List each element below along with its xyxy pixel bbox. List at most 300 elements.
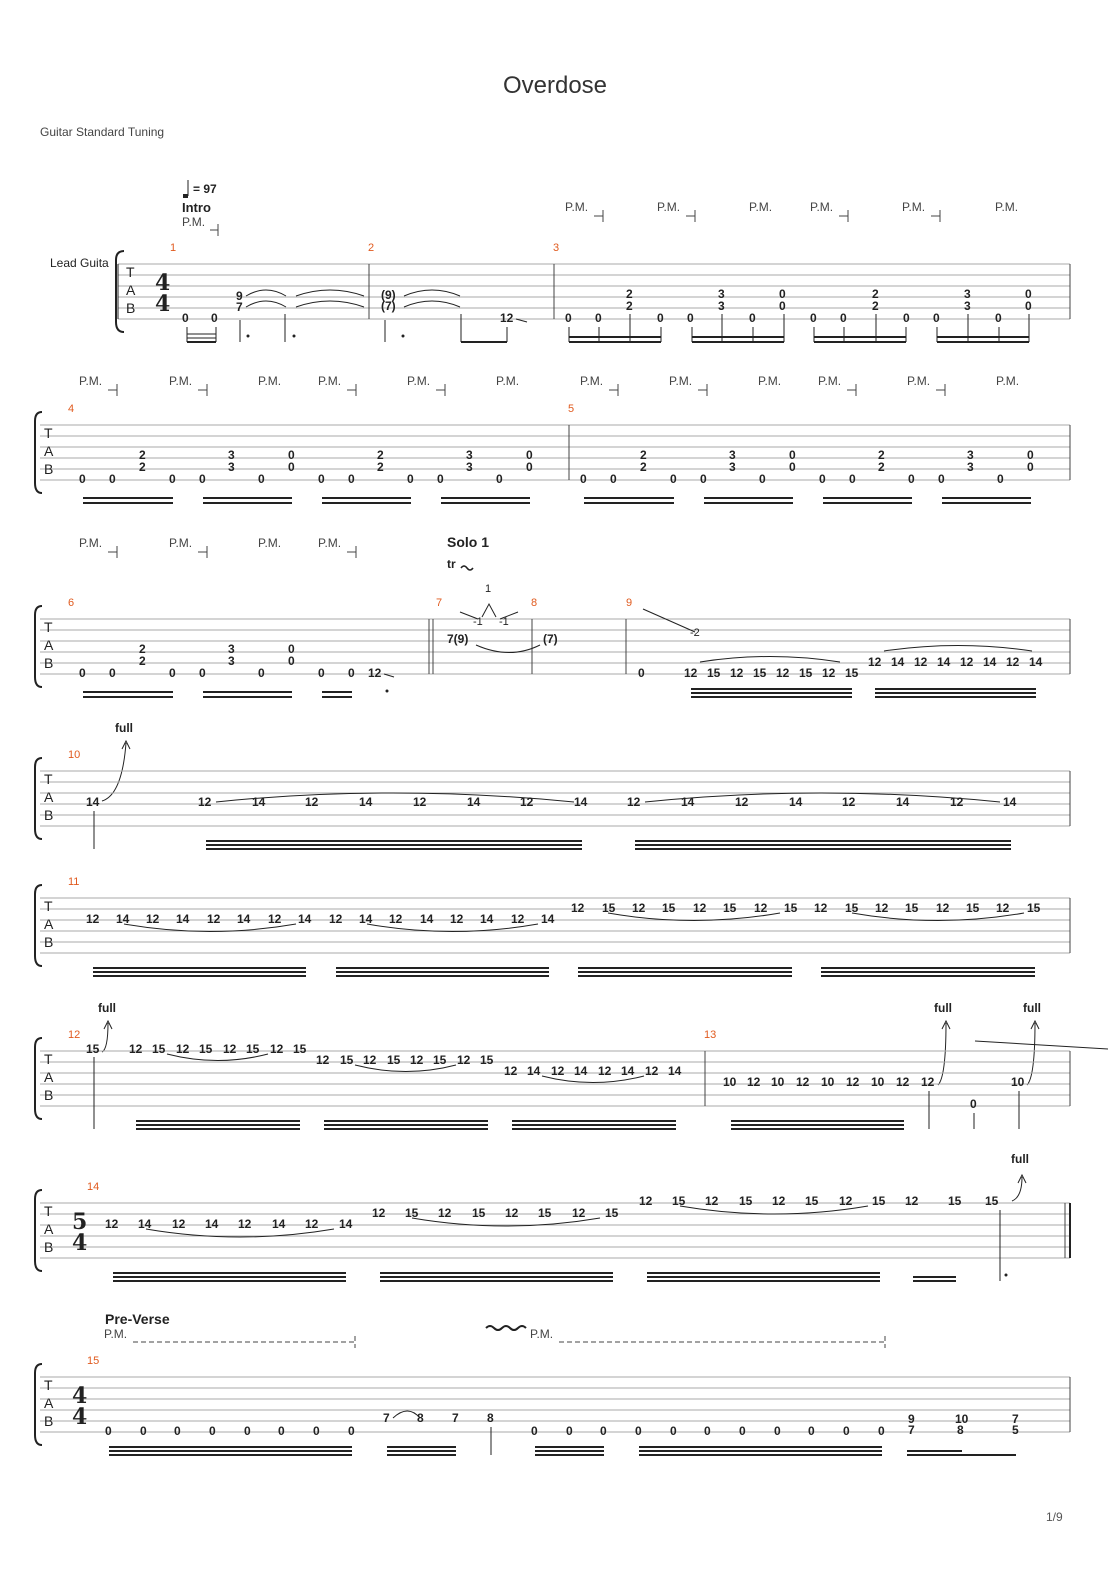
svg-text:7: 7 (1012, 1412, 1019, 1426)
svg-text:0: 0 (774, 1424, 781, 1438)
svg-text:14: 14 (574, 795, 588, 809)
svg-text:2: 2 (626, 299, 633, 313)
svg-text:0: 0 (687, 311, 694, 325)
svg-text:0: 0 (79, 472, 86, 486)
svg-text:9: 9 (626, 597, 633, 609)
svg-text:B: B (44, 655, 54, 671)
svg-text:12: 12 (505, 1206, 519, 1220)
svg-text:4: 4 (68, 403, 75, 415)
svg-text:0: 0 (933, 311, 940, 325)
svg-text:12: 12 (457, 1053, 471, 1067)
svg-text:0: 0 (174, 1424, 181, 1438)
svg-text:2: 2 (872, 299, 879, 313)
svg-text:A: A (44, 916, 54, 932)
svg-text:T: T (44, 1051, 53, 1067)
svg-text:12: 12 (270, 1042, 284, 1056)
pm-row-1 (565, 200, 1018, 222)
svg-text:12: 12 (238, 1217, 252, 1231)
svg-text:12: 12 (316, 1053, 330, 1067)
svg-text:P.M.: P.M. (565, 200, 589, 214)
svg-text:15: 15 (753, 666, 767, 680)
pm-label: P.M. (182, 215, 206, 229)
svg-text:2: 2 (640, 460, 647, 474)
system-8 (35, 1311, 1070, 1455)
svg-text:P.M.: P.M. (818, 374, 842, 388)
svg-text:12: 12 (68, 1029, 81, 1041)
svg-text:5: 5 (1012, 1423, 1019, 1437)
svg-text:10: 10 (68, 749, 81, 761)
notes-m9 (638, 655, 1043, 680)
svg-text:0: 0 (819, 472, 826, 486)
svg-text:12: 12 (305, 795, 319, 809)
svg-text:0: 0 (199, 472, 206, 486)
svg-text:P.M.: P.M. (758, 374, 782, 388)
svg-text:14: 14 (621, 1064, 635, 1078)
system-6 (35, 1001, 1108, 1129)
svg-text:15: 15 (845, 666, 859, 680)
svg-text:0: 0 (759, 472, 766, 486)
svg-text:0: 0 (211, 311, 218, 325)
time-sig-num: 4 (155, 270, 171, 296)
svg-text:0: 0 (288, 654, 295, 668)
svg-text:2: 2 (872, 287, 879, 301)
svg-text:14: 14 (359, 795, 373, 809)
svg-text:3: 3 (967, 460, 974, 474)
svg-text:8: 8 (531, 597, 538, 609)
svg-text:P.M.: P.M. (657, 200, 681, 214)
svg-text:T: T (44, 771, 53, 787)
svg-text:0: 0 (318, 472, 325, 486)
svg-text:10: 10 (1011, 1075, 1025, 1089)
svg-text:0: 0 (670, 472, 677, 486)
svg-text:12: 12 (684, 666, 698, 680)
svg-text:15: 15 (784, 901, 798, 915)
svg-text:0: 0 (1027, 460, 1034, 474)
svg-text:15: 15 (538, 1206, 552, 1220)
svg-text:14: 14 (116, 912, 130, 926)
svg-text:(7): (7) (543, 632, 558, 646)
svg-text:12: 12 (822, 666, 836, 680)
svg-text:4: 4 (72, 1383, 88, 1409)
svg-text:14: 14 (138, 1217, 152, 1231)
svg-text:0: 0 (1027, 448, 1034, 462)
svg-text:15: 15 (152, 1042, 166, 1056)
svg-text:12: 12 (914, 655, 928, 669)
svg-text:14: 14 (891, 655, 905, 669)
svg-text:14: 14 (237, 912, 251, 926)
svg-text:8: 8 (957, 1423, 964, 1437)
svg-text:14: 14 (339, 1217, 353, 1231)
svg-text:12: 12 (996, 901, 1010, 915)
system-bracket (116, 251, 124, 332)
svg-text:12: 12 (176, 1042, 190, 1056)
svg-text:12: 12 (735, 795, 749, 809)
svg-text:0: 0 (970, 1097, 977, 1111)
svg-text:T: T (44, 425, 53, 441)
svg-text:15: 15 (662, 901, 676, 915)
svg-text:7(9): 7(9) (447, 632, 469, 646)
svg-text:0: 0 (739, 1424, 746, 1438)
svg-text:A: A (44, 1395, 54, 1411)
notes-m11 (86, 901, 1041, 926)
svg-text:15: 15 (293, 1042, 307, 1056)
svg-text:12: 12 (730, 666, 744, 680)
svg-text:2: 2 (377, 448, 384, 462)
svg-text:A: A (44, 443, 54, 459)
svg-text:T: T (44, 898, 53, 914)
pm-row-2 (79, 374, 1019, 396)
svg-text:P.M.: P.M. (79, 536, 103, 550)
svg-text:0: 0 (565, 311, 572, 325)
svg-text:15: 15 (707, 666, 721, 680)
svg-text:B: B (44, 807, 54, 823)
svg-text:12: 12 (372, 1206, 386, 1220)
svg-text:2: 2 (878, 448, 885, 462)
svg-text:A: A (44, 789, 54, 805)
svg-text:12: 12 (936, 901, 950, 915)
svg-text:12: 12 (129, 1042, 143, 1056)
svg-text:3: 3 (466, 448, 473, 462)
svg-text:15: 15 (872, 1194, 886, 1208)
svg-text:12: 12 (632, 901, 646, 915)
svg-text:12: 12 (645, 1064, 659, 1078)
section-intro: Intro (182, 200, 211, 215)
svg-text:15: 15 (405, 1206, 419, 1220)
svg-text:0: 0 (496, 472, 503, 486)
svg-text:12: 12 (627, 795, 641, 809)
svg-text:0: 0 (531, 1424, 538, 1438)
svg-text:12: 12 (754, 901, 768, 915)
svg-text:A: A (44, 1069, 54, 1085)
svg-text:0: 0 (789, 460, 796, 474)
svg-text:P.M.: P.M. (79, 374, 103, 388)
svg-text:12: 12 (450, 912, 464, 926)
svg-text:14: 14 (541, 912, 555, 926)
svg-text:6: 6 (68, 597, 75, 609)
svg-text:0: 0 (288, 642, 295, 656)
svg-text:14: 14 (983, 655, 997, 669)
svg-text:-1: -1 (499, 616, 509, 628)
song-title: Overdose (502, 72, 608, 99)
svg-text:15: 15 (1027, 901, 1041, 915)
svg-text:12: 12 (846, 1075, 860, 1089)
svg-text:P.M.: P.M. (530, 1327, 554, 1341)
svg-text:0: 0 (610, 472, 617, 486)
svg-text:14: 14 (359, 912, 373, 926)
svg-text:10: 10 (771, 1075, 785, 1089)
svg-text:P.M.: P.M. (407, 374, 431, 388)
system-5 (35, 876, 1070, 976)
svg-text:14: 14 (252, 795, 266, 809)
svg-text:0: 0 (437, 472, 444, 486)
svg-text:0: 0 (849, 472, 856, 486)
svg-text:10: 10 (821, 1075, 835, 1089)
svg-text:0: 0 (79, 666, 86, 680)
svg-text:P.M.: P.M. (169, 536, 193, 550)
notes-m1 (182, 289, 243, 325)
svg-text:12: 12 (329, 912, 343, 926)
svg-text:15: 15 (199, 1042, 213, 1056)
svg-text:P.M.: P.M. (996, 374, 1020, 388)
svg-text:-2: -2 (690, 627, 700, 639)
svg-text:B: B (44, 461, 54, 477)
svg-text:12: 12 (438, 1206, 452, 1220)
svg-text:15: 15 (86, 1042, 100, 1056)
svg-text:15: 15 (985, 1194, 999, 1208)
svg-text:P.M.: P.M. (810, 200, 834, 214)
svg-text:14: 14 (681, 795, 695, 809)
svg-text:15: 15 (723, 901, 737, 915)
svg-text:B: B (44, 1239, 54, 1255)
svg-text:15: 15 (433, 1053, 447, 1067)
time-sig-num: 5 (72, 1209, 88, 1235)
svg-text:3: 3 (964, 287, 971, 301)
tempo-mark: = 97 (193, 182, 217, 196)
svg-text:15: 15 (739, 1194, 753, 1208)
svg-text:0: 0 (258, 666, 265, 680)
section-solo: Solo 1 (447, 534, 490, 550)
svg-text:0: 0 (810, 311, 817, 325)
svg-text:0: 0 (595, 311, 602, 325)
svg-text:0: 0 (938, 472, 945, 486)
svg-text:12: 12 (598, 1064, 612, 1078)
svg-text:0: 0 (779, 299, 786, 313)
svg-text:0: 0 (209, 1424, 216, 1438)
svg-text:12: 12 (796, 1075, 810, 1089)
svg-text:full: full (98, 1001, 116, 1015)
trill-mark: tr (447, 557, 456, 571)
svg-text:P.M.: P.M. (902, 200, 926, 214)
svg-text:15: 15 (480, 1053, 494, 1067)
svg-text:14: 14 (937, 655, 951, 669)
svg-text:T: T (44, 1203, 53, 1219)
notes-m10 (86, 795, 1017, 809)
svg-text:12: 12 (504, 1064, 518, 1078)
svg-text:12: 12 (571, 901, 585, 915)
svg-text:T: T (44, 619, 53, 635)
svg-text:3: 3 (228, 460, 235, 474)
svg-text:0: 0 (566, 1424, 573, 1438)
svg-text:9: 9 (236, 289, 243, 303)
track-name: Lead Guita (50, 256, 109, 270)
svg-text:P.M.: P.M. (669, 374, 693, 388)
svg-text:3: 3 (228, 654, 235, 668)
time-sig-den: 4 (155, 291, 171, 317)
svg-text:15: 15 (672, 1194, 686, 1208)
svg-text:2: 2 (139, 642, 146, 656)
svg-text:0: 0 (843, 1424, 850, 1438)
svg-text:12: 12 (389, 912, 403, 926)
svg-text:14: 14 (205, 1217, 219, 1231)
system-4 (35, 721, 1070, 849)
svg-text:0: 0 (140, 1424, 147, 1438)
tab-clef-b: B (126, 300, 136, 316)
svg-text:2: 2 (139, 654, 146, 668)
svg-text:12: 12 (207, 912, 221, 926)
svg-text:2: 2 (377, 460, 384, 474)
svg-text:14: 14 (1003, 795, 1017, 809)
svg-text:0: 0 (526, 460, 533, 474)
svg-text:12: 12 (105, 1217, 119, 1231)
svg-text:10: 10 (955, 1412, 969, 1426)
svg-text:12: 12 (551, 1064, 565, 1078)
system-1 (50, 180, 1070, 342)
svg-text:15: 15 (472, 1206, 486, 1220)
measure-number: 1 (170, 242, 177, 254)
svg-text:0: 0 (670, 1424, 677, 1438)
svg-text:13: 13 (704, 1029, 717, 1041)
svg-text:-1: -1 (473, 616, 483, 628)
svg-text:P.M.: P.M. (907, 374, 931, 388)
svg-text:12: 12 (693, 901, 707, 915)
svg-text:full: full (1011, 1152, 1029, 1166)
notes-m15 (105, 1411, 1019, 1438)
svg-text:14: 14 (1029, 655, 1043, 669)
svg-text:2: 2 (878, 460, 885, 474)
svg-text:7: 7 (383, 1411, 390, 1425)
svg-text:0: 0 (657, 311, 664, 325)
svg-text:0: 0 (278, 1424, 285, 1438)
svg-text:12: 12 (842, 795, 856, 809)
bend-full: full (115, 721, 133, 735)
svg-text:10: 10 (871, 1075, 885, 1089)
svg-text:15: 15 (387, 1053, 401, 1067)
svg-text:0: 0 (700, 472, 707, 486)
svg-text:0: 0 (903, 311, 910, 325)
svg-text:11: 11 (68, 876, 80, 888)
svg-text:P.M.: P.M. (169, 374, 193, 388)
svg-text:12: 12 (747, 1075, 761, 1089)
svg-text:0: 0 (258, 472, 265, 486)
svg-text:0: 0 (1025, 287, 1032, 301)
svg-text:3: 3 (718, 299, 725, 313)
svg-text:P.M.: P.M. (318, 536, 342, 550)
svg-text:8: 8 (417, 1411, 424, 1425)
svg-text:12: 12 (1006, 655, 1020, 669)
beams-m3 (569, 314, 1029, 342)
svg-text:0: 0 (600, 1424, 607, 1438)
svg-text:12: 12 (572, 1206, 586, 1220)
svg-text:P.M.: P.M. (318, 374, 342, 388)
svg-text:5: 5 (568, 403, 575, 415)
svg-text:P.M.: P.M. (995, 200, 1019, 214)
svg-text:3: 3 (967, 448, 974, 462)
svg-text:9: 9 (908, 1412, 915, 1426)
svg-text:2: 2 (139, 448, 146, 462)
svg-text:3: 3 (466, 460, 473, 474)
svg-text:A: A (44, 1221, 54, 1237)
svg-text:0: 0 (288, 448, 295, 462)
svg-text:B: B (44, 934, 54, 950)
svg-text:14: 14 (420, 912, 434, 926)
svg-text:12: 12 (875, 901, 889, 915)
svg-text:0: 0 (635, 1424, 642, 1438)
svg-text:14: 14 (467, 795, 481, 809)
tuning-label: Guitar Standard Tuning (40, 125, 165, 139)
note: (7) (381, 299, 396, 313)
svg-text:P.M.: P.M. (258, 536, 282, 550)
svg-text:15: 15 (799, 666, 813, 680)
svg-text:B: B (44, 1413, 54, 1429)
svg-text:0: 0 (348, 666, 355, 680)
svg-text:0: 0 (995, 311, 1002, 325)
page-number: 1/9 (1046, 1510, 1063, 1524)
svg-text:10: 10 (723, 1075, 737, 1089)
system-7 (35, 1152, 1070, 1281)
svg-text:12: 12 (268, 912, 282, 926)
svg-text:full: full (934, 1001, 952, 1015)
svg-text:15: 15 (966, 901, 980, 915)
svg-text:2: 2 (640, 448, 647, 462)
svg-text:3: 3 (729, 460, 736, 474)
svg-text:12: 12 (172, 1217, 186, 1231)
svg-text:14: 14 (668, 1064, 682, 1078)
svg-text:14: 14 (298, 912, 312, 926)
svg-text:3: 3 (718, 287, 725, 301)
svg-text:P.M.: P.M. (749, 200, 773, 214)
svg-text:15: 15 (602, 901, 616, 915)
svg-text:12: 12 (921, 1075, 935, 1089)
svg-text:15: 15 (87, 1355, 100, 1367)
svg-text:12: 12 (905, 1194, 919, 1208)
svg-text:2: 2 (626, 287, 633, 301)
svg-text:7: 7 (908, 1423, 915, 1437)
svg-text:7: 7 (452, 1411, 459, 1425)
svg-text:P.M.: P.M. (496, 374, 520, 388)
svg-text:3: 3 (228, 448, 235, 462)
svg-text:0: 0 (182, 311, 189, 325)
svg-text:0: 0 (348, 1424, 355, 1438)
svg-text:14: 14 (574, 1064, 588, 1078)
svg-text:0: 0 (199, 666, 206, 680)
svg-text:12: 12 (950, 795, 964, 809)
system-2 (35, 374, 1070, 503)
section-preverse: Pre-Verse (105, 1311, 170, 1327)
svg-text:0: 0 (169, 666, 176, 680)
tab-clef-a: A (126, 282, 136, 298)
measure-number: 2 (368, 242, 375, 254)
svg-text:12: 12 (814, 901, 828, 915)
staff-lines (118, 264, 1070, 319)
svg-text:15: 15 (845, 901, 859, 915)
svg-text:12: 12 (86, 912, 100, 926)
svg-text:14: 14 (896, 795, 910, 809)
svg-text:0: 0 (407, 472, 414, 486)
svg-text:12: 12 (520, 795, 534, 809)
note: 12 (500, 311, 514, 325)
svg-text:0: 0 (1025, 299, 1032, 313)
svg-text:15: 15 (948, 1194, 962, 1208)
svg-text:3: 3 (964, 299, 971, 313)
svg-text:12: 12 (305, 1217, 319, 1231)
measure-number: 3 (553, 242, 560, 254)
svg-text:0: 0 (997, 472, 1004, 486)
svg-text:T: T (44, 1377, 53, 1393)
svg-text:0: 0 (749, 311, 756, 325)
svg-text:0: 0 (808, 1424, 815, 1438)
svg-text:14: 14 (87, 1181, 100, 1193)
svg-text:0: 0 (638, 666, 645, 680)
svg-text:12: 12 (410, 1053, 424, 1067)
svg-text:0: 0 (348, 472, 355, 486)
svg-text:12: 12 (223, 1042, 237, 1056)
svg-text:12: 12 (772, 1194, 786, 1208)
svg-text:0: 0 (318, 666, 325, 680)
svg-text:P.M.: P.M. (104, 1327, 128, 1341)
svg-text:15: 15 (246, 1042, 260, 1056)
svg-text:14: 14 (527, 1064, 541, 1078)
svg-text:0: 0 (169, 472, 176, 486)
